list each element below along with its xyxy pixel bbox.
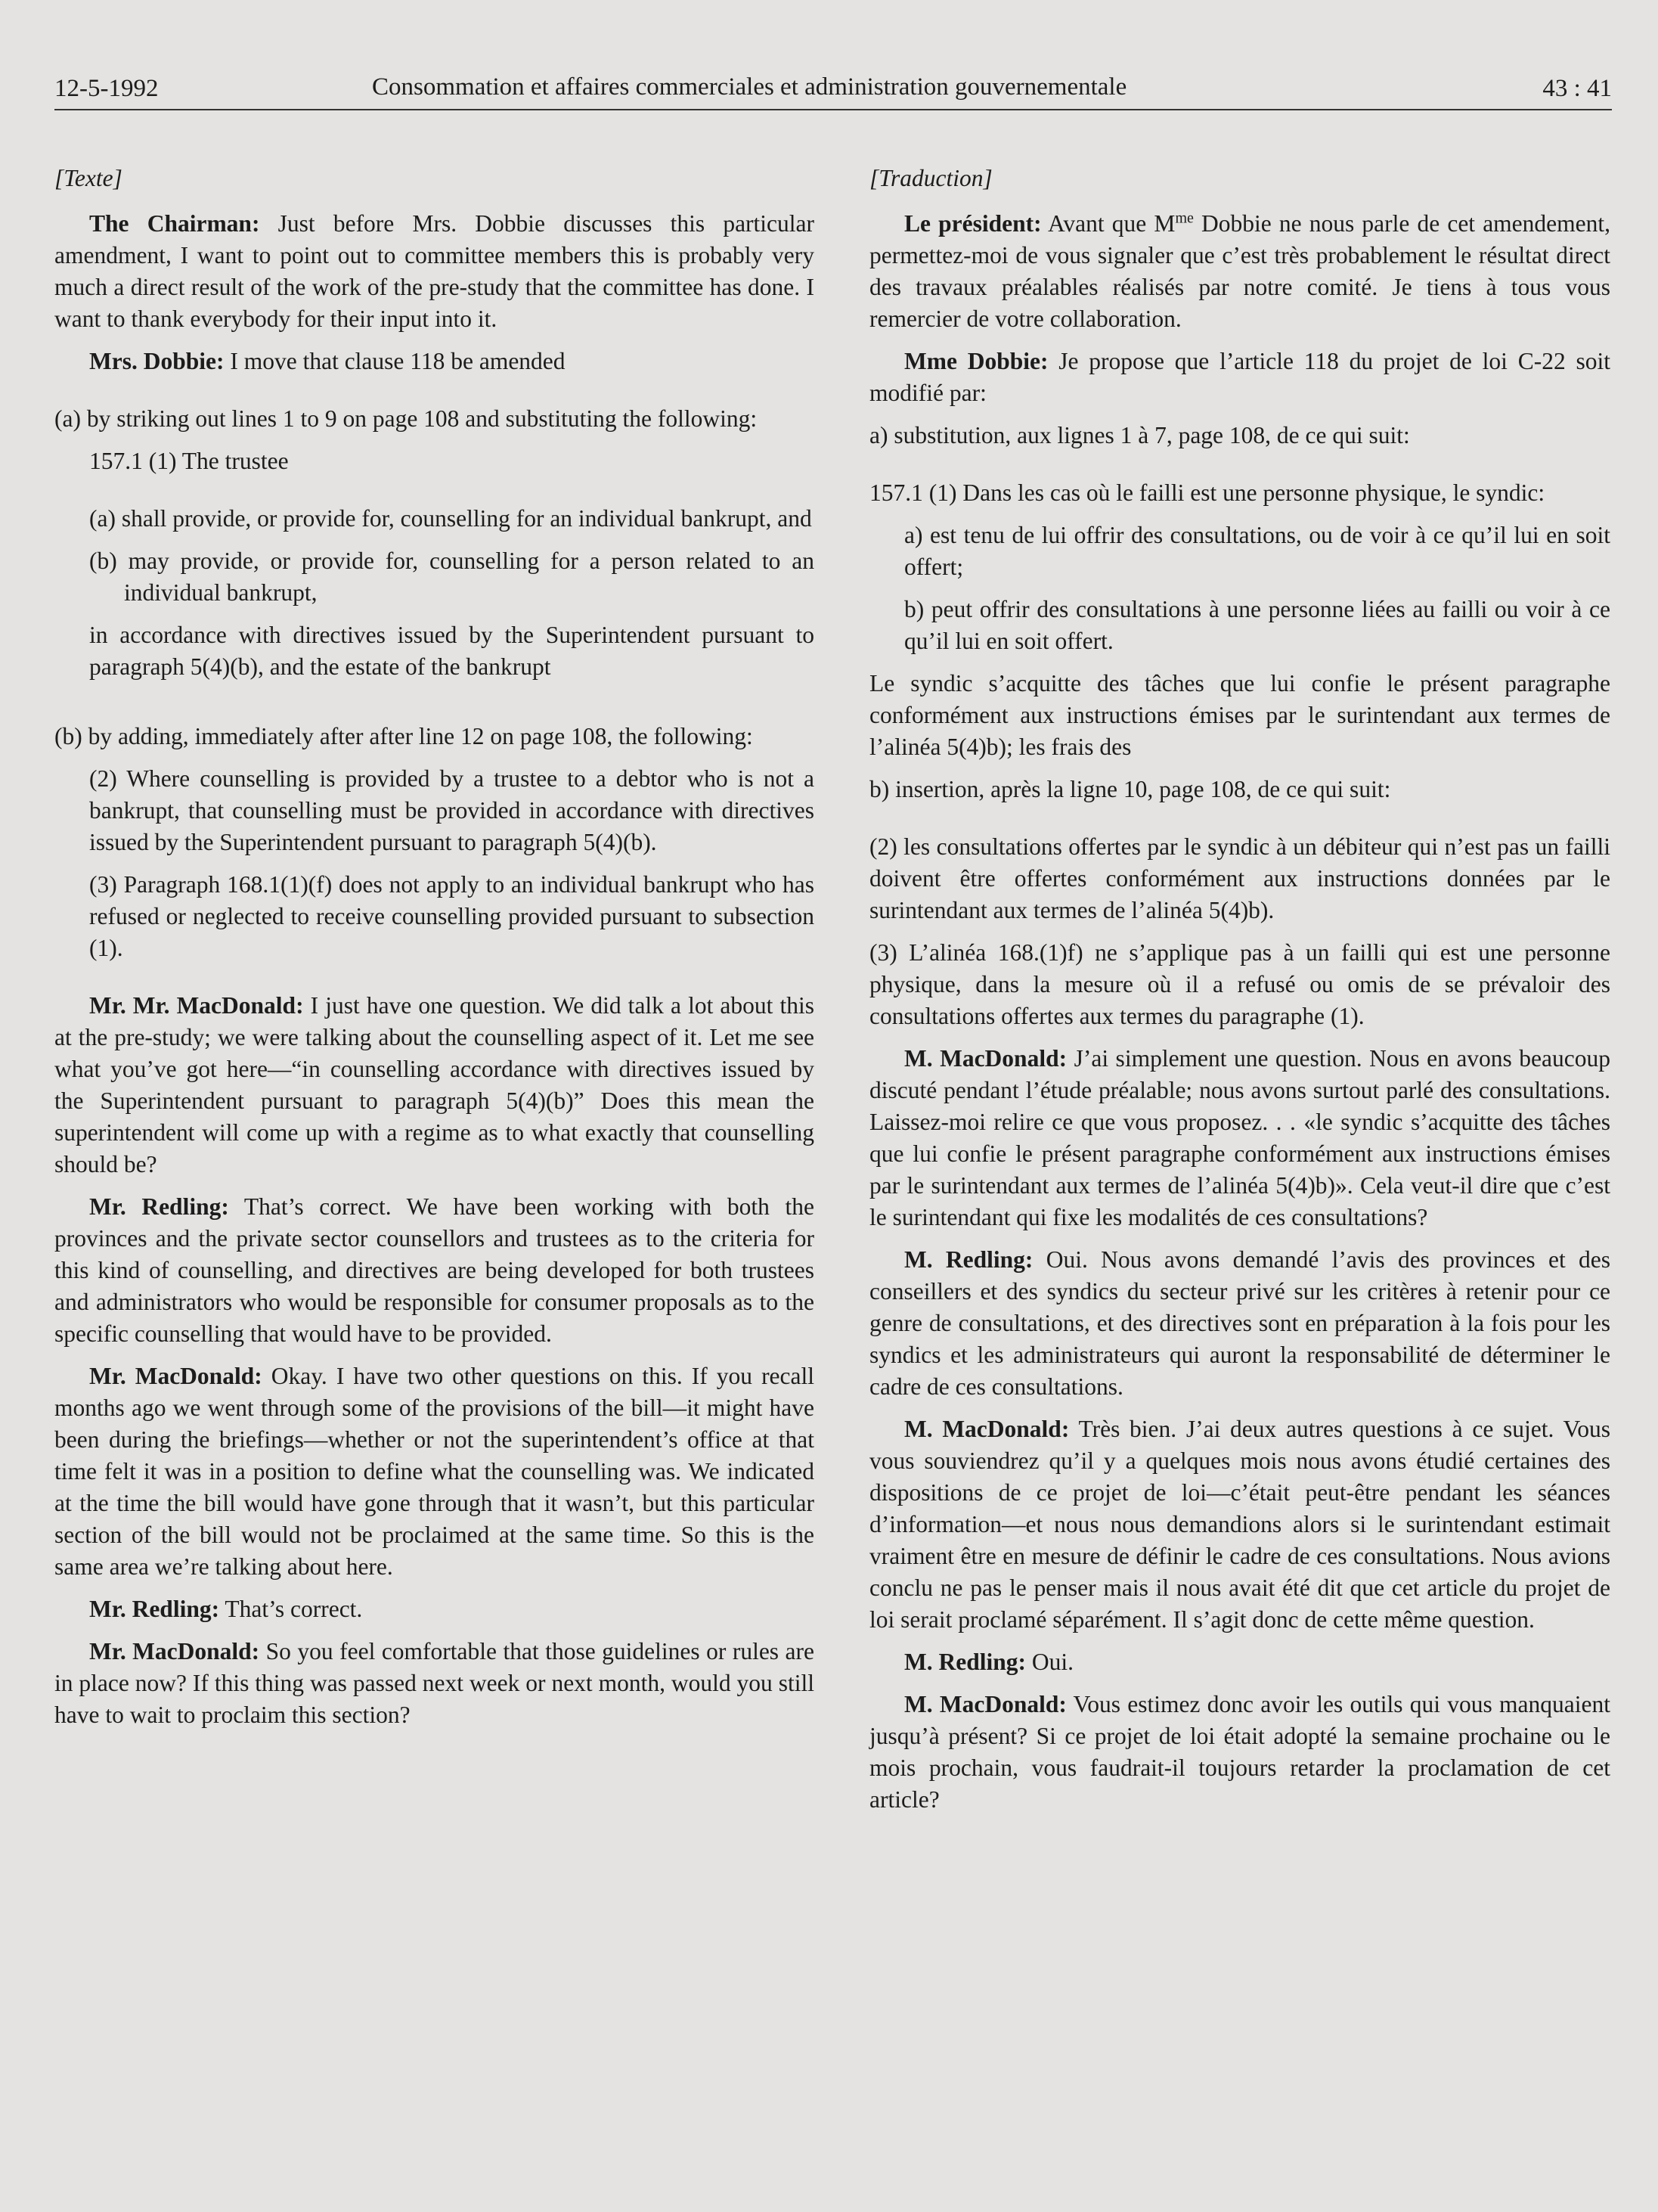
amendment-item: (b) by adding, immediately after after line 12 on page 108, the following: <box>54 723 753 749</box>
speech: I just have one question. We did talk a lot about this at the pre-study; we were talking about the counselling aspect of it. Let me see what you’ve got here—“in counselling accordance with directives issued by the Superintendent pursuant to paragraph 5(4)(b)” Does this mean the superintendent will come up with a regime as to what exactly that counselling should be? <box>54 992 814 1177</box>
speaker: Mme Dobbie: <box>904 348 1049 374</box>
header-title: Consommation et affaires commerciales et administration gouvernementale <box>372 73 1127 101</box>
paragraph <box>54 1191 814 1350</box>
speaker: M. MacDonald: <box>904 1691 1067 1717</box>
paragraph <box>54 1360 814 1583</box>
amendment-item: (3) L’alinéa 168.(1)f) ne s’applique pas à un failli qui est une personne physique, dans la mesure où il a refusé ou omis de se prévaloir des consultations offertes aux termes du paragraphe (1). <box>869 939 1610 1029</box>
amendment-item: (a) by striking out lines 1 to 9 on page 108 and substituting the following: <box>54 405 758 432</box>
paragraph <box>869 1646 1610 1678</box>
amendment-item: a) substitution, aux lignes 1 à 7, page 108, de ce qui suit: <box>869 422 1410 448</box>
speaker: Mr. Redling: <box>89 1193 229 1220</box>
speech: Okay. I have two other questions on this. If you recall months ago we went through some of the provisions of the bill—it might have been during the briefings—whether or not the superintendent’s office at that time felt it was in a position to define what the counselling was. We indicated at the time the bill would have gone through that it wasn’t, but this particular section of the bill would not be proclaimed at the same time. So this is the same area we’re talking about here. <box>54 1363 815 1580</box>
speaker: Mr. Mr. MacDonald: <box>89 992 304 1019</box>
speech: That’s correct. <box>219 1596 363 1622</box>
translation-tag: [Traduction] <box>869 165 993 191</box>
amendment-item: (2) Where counselling is provided by a trustee to a debtor who is not a bankrupt, that counselling must be provided in accordance with directives issued by the Superintendent pursuant to paragraph 5(4)(b). <box>89 765 814 855</box>
header-date: 12-5-1992 <box>54 75 159 102</box>
speech: Avant que M <box>1041 210 1176 237</box>
french-column <box>869 163 1610 1826</box>
speaker: M. MacDonald: <box>904 1416 1070 1442</box>
amendment-item: Le syndic s’acquitte des tâches que lui confie le présent paragraphe conformément aux instructions émises par le surintendant aux termes de l’alinéa 5(4)b); les frais des <box>869 670 1610 760</box>
paragraph <box>54 1636 814 1731</box>
paragraph <box>869 346 1610 409</box>
paragraph <box>54 990 814 1180</box>
amendment-item: a) est tenu de lui offrir des consultations, ou de voir à ce qu’il lui en soit offert; <box>904 522 1610 580</box>
page-header <box>54 64 1612 110</box>
speaker: Mr. Redling: <box>89 1596 220 1622</box>
speech: Très bien. J’ai deux autres questions à ce sujet. Vous vous souviendrez qu’il y a quelques mois nous avons étudié certaines des dispositions de ce projet de loi—c’était peut-être pendant les séances d’information—et nous nous demandions alors si le surintendant estimait vraiment être en mesure de définir le cadre de ces consultations. Nous avions conclu ne pas le penser mais il nous avait été dit que cet article du projet de loi serait proclamé séparément. Il s’agit donc de cette même question. <box>869 1416 1610 1633</box>
paragraph <box>54 208 814 335</box>
amendment-item: b) peut offrir des consultations à une personne liées au failli ou voir à ce qu’il lui en soit offert. <box>904 596 1610 654</box>
speech: Vous estimez donc avoir les outils qui vous manquaient jusqu’à présent? Si ce projet de loi était adopté la semaine prochaine ou le mois prochain, vous faudrait-il toujours retarder la proclamation de cet article? <box>869 1691 1610 1813</box>
speaker: Mrs. Dobbie: <box>89 348 225 374</box>
superscript: me <box>1175 209 1194 227</box>
speech: J’ai simplement une question. Nous en avons beaucoup discuté pendant l’étude préalable; nous avons surtout parlé des consultations. Laissez-moi relire ce que vous proposez. . . «le syndic s’acquitte des tâches que lui confie le présent paragraphe conformément aux instructions émises par le surintendant aux termes de l’alinéa 5(4)b)». Cela veut-il dire que c’est le surintendant qui fixe les modalités de ces consultations? <box>869 1045 1610 1230</box>
paragraph <box>869 208 1610 335</box>
amendment-item: (b) may provide, or provide for, counselling for a person related to an individual bankrupt, <box>89 548 814 606</box>
amendment-item: b) insertion, après la ligne 10, page 108, de ce qui suit: <box>869 776 1391 802</box>
amendment-item: (2) les consultations offertes par le syndic à un débiteur qui n’est pas un failli doivent être offertes conformément aux instructions données par le surintendant aux termes de l’alinéa 5(4)b). <box>869 833 1610 923</box>
speaker: Mr. MacDonald: <box>89 1638 260 1664</box>
amendment-item: 157.1 (1) Dans les cas où le failli est une personne physique, le syndic: <box>869 479 1545 506</box>
speech: I move that clause 118 be amended <box>224 348 566 374</box>
amendment-item: 157.1 (1) The trustee <box>89 448 289 474</box>
paragraph <box>869 1244 1610 1403</box>
amendment-item: (a) shall provide, or provide for, counselling for an individual bankrupt, and <box>89 505 812 532</box>
paragraph <box>869 1413 1610 1636</box>
speaker: M. Redling: <box>904 1649 1026 1675</box>
speech: That’s correct. We have been working with both the provinces and the private sector counsellors and trustees as to the criteria for this kind of counselling, and directives are being developed for both trustees and administrators who would be responsible for consumer proposals as to the specific counselling that would have to be provided. <box>54 1193 814 1347</box>
speech: Je propose que l’article 118 du projet de loi C-22 soit modifié par: <box>869 348 1610 406</box>
speaker: M. MacDonald: <box>904 1045 1068 1072</box>
speech: Just before Mrs. Dobbie discusses this particular amendment, I want to point out to committee members this is probably very much a direct result of the work of the pre-study that the committee has done. I want to thank everybody for their input into it. <box>54 210 815 332</box>
paragraph <box>869 1689 1610 1816</box>
speaker: M. Redling: <box>904 1246 1034 1273</box>
speaker: The Chairman: <box>89 210 260 237</box>
header-page-number: 43 : 41 <box>1542 75 1612 102</box>
english-column <box>54 163 814 1742</box>
speech: So you feel comfortable that those guidelines or rules are in place now? If this thing was passed next week or next month, would you still have to wait to proclaim this section? <box>54 1638 814 1728</box>
speaker: Le président: <box>904 210 1042 237</box>
speaker: Mr. MacDonald: <box>89 1363 262 1389</box>
speech: Dobbie ne nous parle de cet amendement, permettez-moi de vous signaler que c’est très probablement le résultat direct des travaux préalables réalisés par notre comité. Je tiens à tous vous remercier de votre collaboration. <box>869 210 1610 332</box>
paragraph <box>54 1593 814 1625</box>
paragraph <box>869 1043 1610 1233</box>
amendment-item: in accordance with directives issued by the Superintendent pursuant to paragraph 5(4)(b), and the estate of the bankrupt <box>89 622 814 680</box>
text-tag: [Texte] <box>54 165 122 191</box>
speech: Oui. <box>1026 1649 1074 1675</box>
speech: Oui. Nous avons demandé l’avis des provinces et des conseillers et des syndics du secteur privé sur les critères à retenir pour ce genre de consultations, et des directives sont en préparation à la fois pour les syndics et les administrateurs qui auront la responsabilité de déterminer le cadre de ces consultations. <box>869 1246 1610 1400</box>
paragraph <box>54 346 814 377</box>
amendment-item: (3) Paragraph 168.1(1)(f) does not apply to an individual bankrupt who has refused or neglected to receive counselling provided pursuant to subsection (1). <box>89 871 814 961</box>
